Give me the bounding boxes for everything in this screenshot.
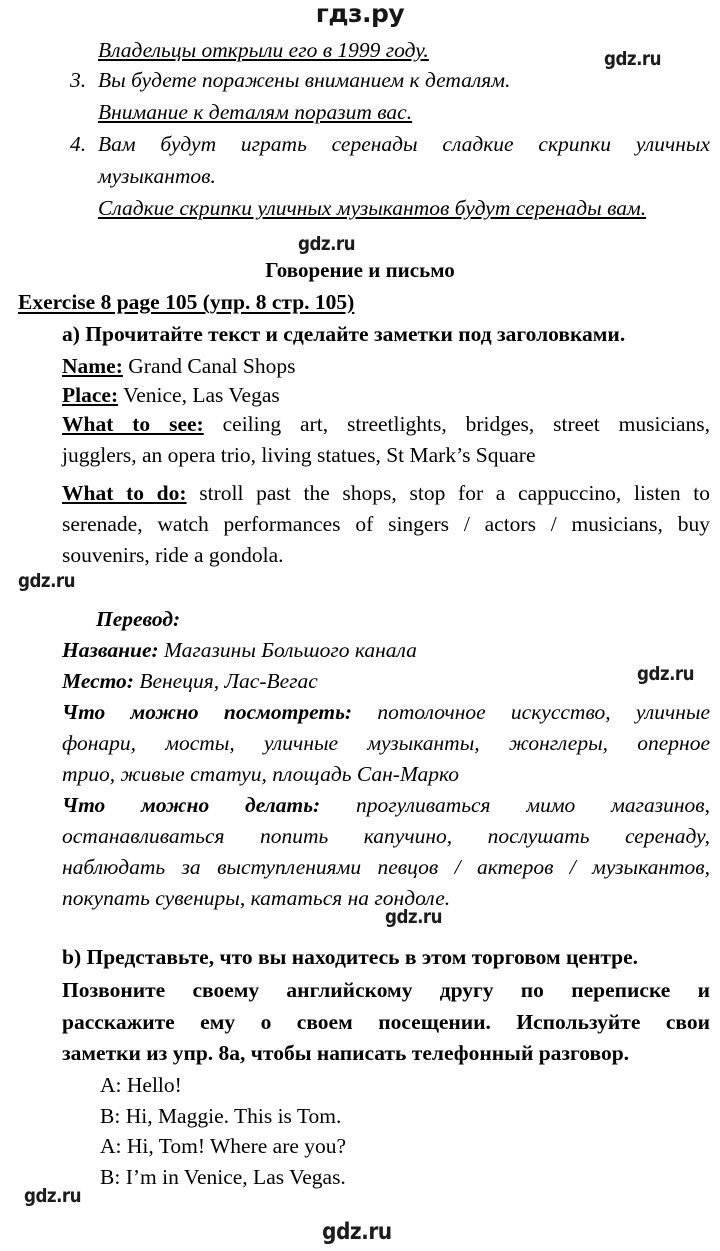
watermark-gdz: gdz.ru bbox=[322, 1219, 392, 1245]
note-see-row-line1 bbox=[62, 412, 710, 436]
task-a-instruction: а) Прочитайте текст и сделайте заметки под заголовками. bbox=[62, 322, 626, 346]
note-see-label: What to see: bbox=[62, 412, 204, 436]
dialogue-line: A: Hi, Tom! Where are you? bbox=[100, 1134, 347, 1158]
translation-name-value: Магазины Большого канала bbox=[164, 638, 417, 662]
exercise-title: Exercise 8 page 105 (упр. 8 стр. 105) bbox=[18, 290, 355, 314]
note-do-row-line1 bbox=[62, 481, 710, 505]
note-place-row bbox=[62, 383, 280, 407]
list-item-3-task: Вы будете поражены вниманием к деталям. bbox=[98, 68, 511, 92]
list-number-4: 4. bbox=[70, 132, 87, 156]
answer-line-underlined: Владельцы открыли его в 1999 году. bbox=[98, 38, 429, 62]
watermark-gdz: gdz.ru bbox=[637, 663, 695, 685]
translation-see-label: Что можно посмотреть: bbox=[62, 700, 353, 724]
task-b-line1: b) Представьте, что вы находитесь в этом торговом центре. bbox=[62, 945, 639, 969]
translation-place-value: Венеция, Лас-Вегас bbox=[139, 669, 318, 693]
watermark-gdz: gdz.ru bbox=[24, 1185, 82, 1207]
dialogue-line: B: I’m in Venice, Las Vegas. bbox=[100, 1165, 346, 1189]
note-name-value: Grand Canal Shops bbox=[128, 354, 296, 378]
translation-see-line3: трио, живые статуи, площадь Сан-Марко bbox=[62, 762, 460, 786]
note-do-line2: serenade, watch performances of singers / actors / musicians, buy bbox=[62, 512, 710, 536]
list-number-3: 3. bbox=[70, 68, 87, 92]
note-do-label: What to do: bbox=[62, 481, 187, 505]
translation-heading: Перевод: bbox=[96, 607, 181, 631]
translation-name-label: Название: bbox=[62, 638, 159, 662]
dialogue-line: B: Hi, Maggie. This is Tom. bbox=[100, 1104, 342, 1128]
translation-do-line4: покупать сувениры, кататься на гондоле. bbox=[62, 886, 451, 910]
translation-see-row-line1 bbox=[62, 700, 710, 724]
note-do-line3: souvenirs, ride a gondola. bbox=[62, 543, 284, 567]
list-item-4-answer: Сладкие скрипки уличных музыкантов будут серенады вам. bbox=[98, 196, 647, 220]
task-b-line2: Позвоните своему английскому другу по переписке и bbox=[62, 978, 710, 1002]
list-item-4-task-line1: Вам будут играть серенады сладкие скрипки уличных bbox=[98, 132, 710, 156]
list-item-4-task-line2: музыкантов. bbox=[98, 164, 216, 188]
list-item-3-answer: Внимание к деталям поразит вас. bbox=[98, 100, 413, 124]
note-see-line2: jugglers, an opera trio, living statues, St Mark’s Square bbox=[62, 443, 536, 467]
task-b-line4: заметки из упр. 8a, чтобы написать телефонный разговор. bbox=[62, 1041, 630, 1065]
translation-do-row-line1 bbox=[62, 793, 710, 817]
watermark-gdz: gdz.ru bbox=[385, 906, 443, 928]
watermark-gdz: gdz.ru bbox=[18, 570, 76, 592]
translation-do-line1: прогуливаться мимо магазинов, bbox=[356, 793, 711, 817]
watermark-gdz: gdz.ru bbox=[604, 48, 662, 70]
translation-place-label: Место: bbox=[62, 669, 134, 693]
note-do-line1: stroll past the shops, stop for a cappuccino, listen to bbox=[199, 481, 710, 505]
site-logo: гдз.ру bbox=[315, 0, 405, 28]
dialogue-line: A: Hello! bbox=[100, 1073, 182, 1097]
note-place-label: Place: bbox=[62, 383, 119, 407]
translation-see-line2: фонари, мосты, уличные музыканты, жонглеры, оперное bbox=[62, 731, 710, 755]
note-name-label: Name: bbox=[62, 354, 123, 378]
task-b-line3: расскажите ему о своем посещении. Используйте свои bbox=[62, 1010, 710, 1034]
translation-do-label: Что можно делать: bbox=[62, 793, 321, 817]
translation-name-row bbox=[62, 638, 417, 662]
translation-do-line3: наблюдать за выступлениями певцов / актеров / музыкантов, bbox=[62, 855, 710, 879]
note-place-value: Venice, Las Vegas bbox=[123, 383, 280, 407]
translation-place-row bbox=[62, 669, 318, 693]
translation-see-line1: потолочное искусство, уличные bbox=[377, 700, 711, 724]
translation-do-line2: останавливаться попить капучино, послушать серенаду, bbox=[62, 824, 710, 848]
note-name-row bbox=[62, 354, 295, 378]
note-see-line1: ceiling art, streetlights, bridges, street musicians, bbox=[222, 412, 710, 436]
section-heading: Говорение и письмо bbox=[265, 258, 455, 282]
watermark-gdz: gdz.ru bbox=[298, 233, 356, 255]
